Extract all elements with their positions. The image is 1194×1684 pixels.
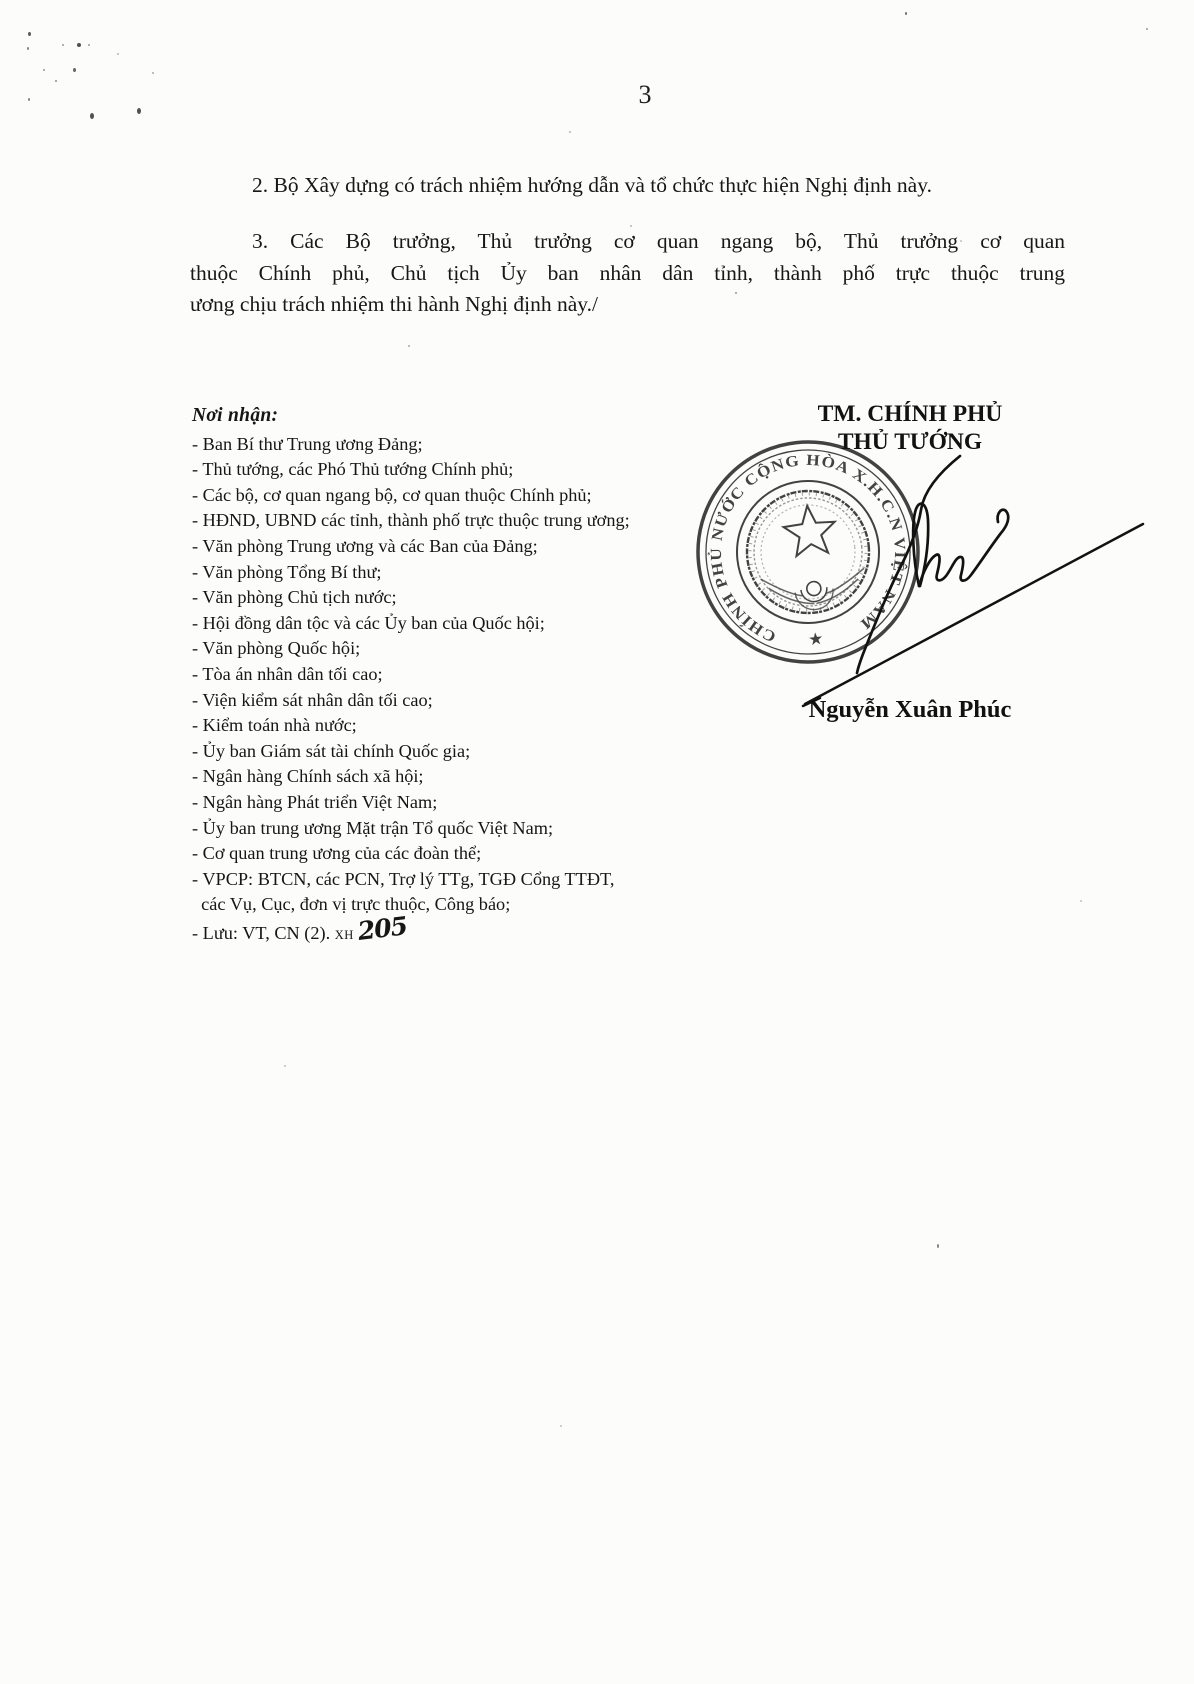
scan-speck (408, 345, 410, 347)
luu-prefix: - Lưu: VT, CN (2). (192, 922, 335, 943)
authority-line: TM. CHÍNH PHỦ (817, 401, 1003, 427)
recipient-item: - HĐND, UBND các tỉnh, thành phố trực thuộc trung ương; (192, 510, 630, 531)
recipient-item: - Văn phòng Quốc hội; (192, 638, 361, 659)
paragraph-3 (190, 226, 1065, 321)
recipient-item: - Viện kiểm sát nhân dân tối cao; (192, 689, 433, 710)
recipient-item: - Kiểm toán nhà nước; (192, 715, 357, 736)
scan-speck (73, 68, 76, 72)
scan-speck (90, 113, 94, 119)
signature-stroke-flourish (919, 510, 1008, 586)
scan-speck (55, 80, 57, 82)
luu-handwritten-number: 205 (356, 911, 409, 946)
scan-speck (937, 1244, 939, 1248)
recipient-item: - Các bộ, cơ quan ngang bộ, cơ quan thuộc Chính phủ; (192, 484, 592, 505)
signature (780, 440, 1160, 720)
scan-speck (77, 43, 81, 47)
luu-code: XH (334, 927, 354, 942)
scan-speck (560, 1425, 562, 1427)
scan-speck (43, 69, 45, 71)
scan-speck (137, 108, 141, 114)
scan-speck (905, 12, 907, 15)
scan-speck (569, 131, 571, 133)
paragraph-3-line3: ương chịu trách nhiệm thi hành Nghị định này./ (190, 292, 598, 316)
recipient-item: các Vụ, Cục, đơn vị trực thuộc, Công báo; (192, 894, 511, 915)
scan-speck (28, 32, 31, 36)
recipient-item: - Ban Bí thư Trung ương Đảng; (192, 433, 423, 454)
recipients-heading: Nơi nhận: (192, 405, 279, 426)
seal-circular-text: CHÍNH PHỦ NƯỚC CỘNG HÒA X.H.C.N VIỆT NAM (707, 451, 909, 646)
scan-speck (28, 98, 30, 101)
scan-speck (62, 44, 64, 46)
recipient-item: - Thủ tướng, các Phó Thủ tướng Chính phủ; (192, 459, 514, 480)
page-number: 3 (638, 80, 652, 109)
recipient-item: - Hội đồng dân tộc và các Ủy ban của Quốc hội; (192, 612, 545, 633)
recipient-item: - Cơ quan trung ương của các đoàn thể; (192, 843, 482, 864)
recipient-item: - Ngân hàng Phát triển Việt Nam; (192, 791, 438, 812)
signer-name: Nguyễn Xuân Phúc (808, 696, 1012, 723)
recipient-item: - Văn phòng Trung ương và các Ban của Đảng; (192, 535, 538, 556)
paragraph-3-line2: thuộc Chính phủ, Chủ tịch Ủy ban nhân dân tỉnh, thành phố trực thuộc trung (190, 260, 1065, 285)
authority-block (700, 400, 1120, 456)
recipient-item: - Ủy ban Giám sát tài chính Quốc gia; (192, 740, 471, 761)
signature-stroke-arc (857, 456, 960, 673)
seal-bottom-star: ★ (807, 628, 825, 650)
recipient-item: - Ngân hàng Chính sách xã hội; (192, 766, 424, 787)
scan-speck (1146, 28, 1148, 30)
scan-speck (284, 1065, 286, 1067)
paragraph-3-line1: 3. Các Bộ trưởng, Thủ trưởng cơ quan ngang bộ, Thủ trưởng cơ quan (252, 229, 1065, 253)
scan-speck (152, 72, 154, 74)
scan-speck (117, 53, 119, 55)
recipient-item: - Tòa án nhân dân tối cao; (192, 663, 383, 684)
recipient-item: - VPCP: BTCN, các PCN, Trợ lý TTg, TGĐ Cổng TTĐT, (192, 868, 615, 889)
recipients-block (192, 403, 712, 944)
recipient-item: - Ủy ban trung ương Mặt trận Tổ quốc Việt Nam; (192, 817, 554, 838)
scan-speck (88, 44, 90, 46)
signature-underline (803, 524, 1143, 706)
recipient-item: - Văn phòng Chủ tịch nước; (192, 587, 397, 608)
scan-speck (1080, 900, 1082, 902)
paragraph-2: 2. Bộ Xây dựng có trách nhiệm hướng dẫn và tổ chức thực hiện Nghị định này. (252, 173, 932, 197)
title-line: THỦ TƯỚNG (837, 429, 983, 455)
scan-speck (27, 47, 29, 50)
recipient-item-luu (192, 911, 712, 946)
recipient-item: - Văn phòng Tổng Bí thư; (192, 561, 382, 582)
